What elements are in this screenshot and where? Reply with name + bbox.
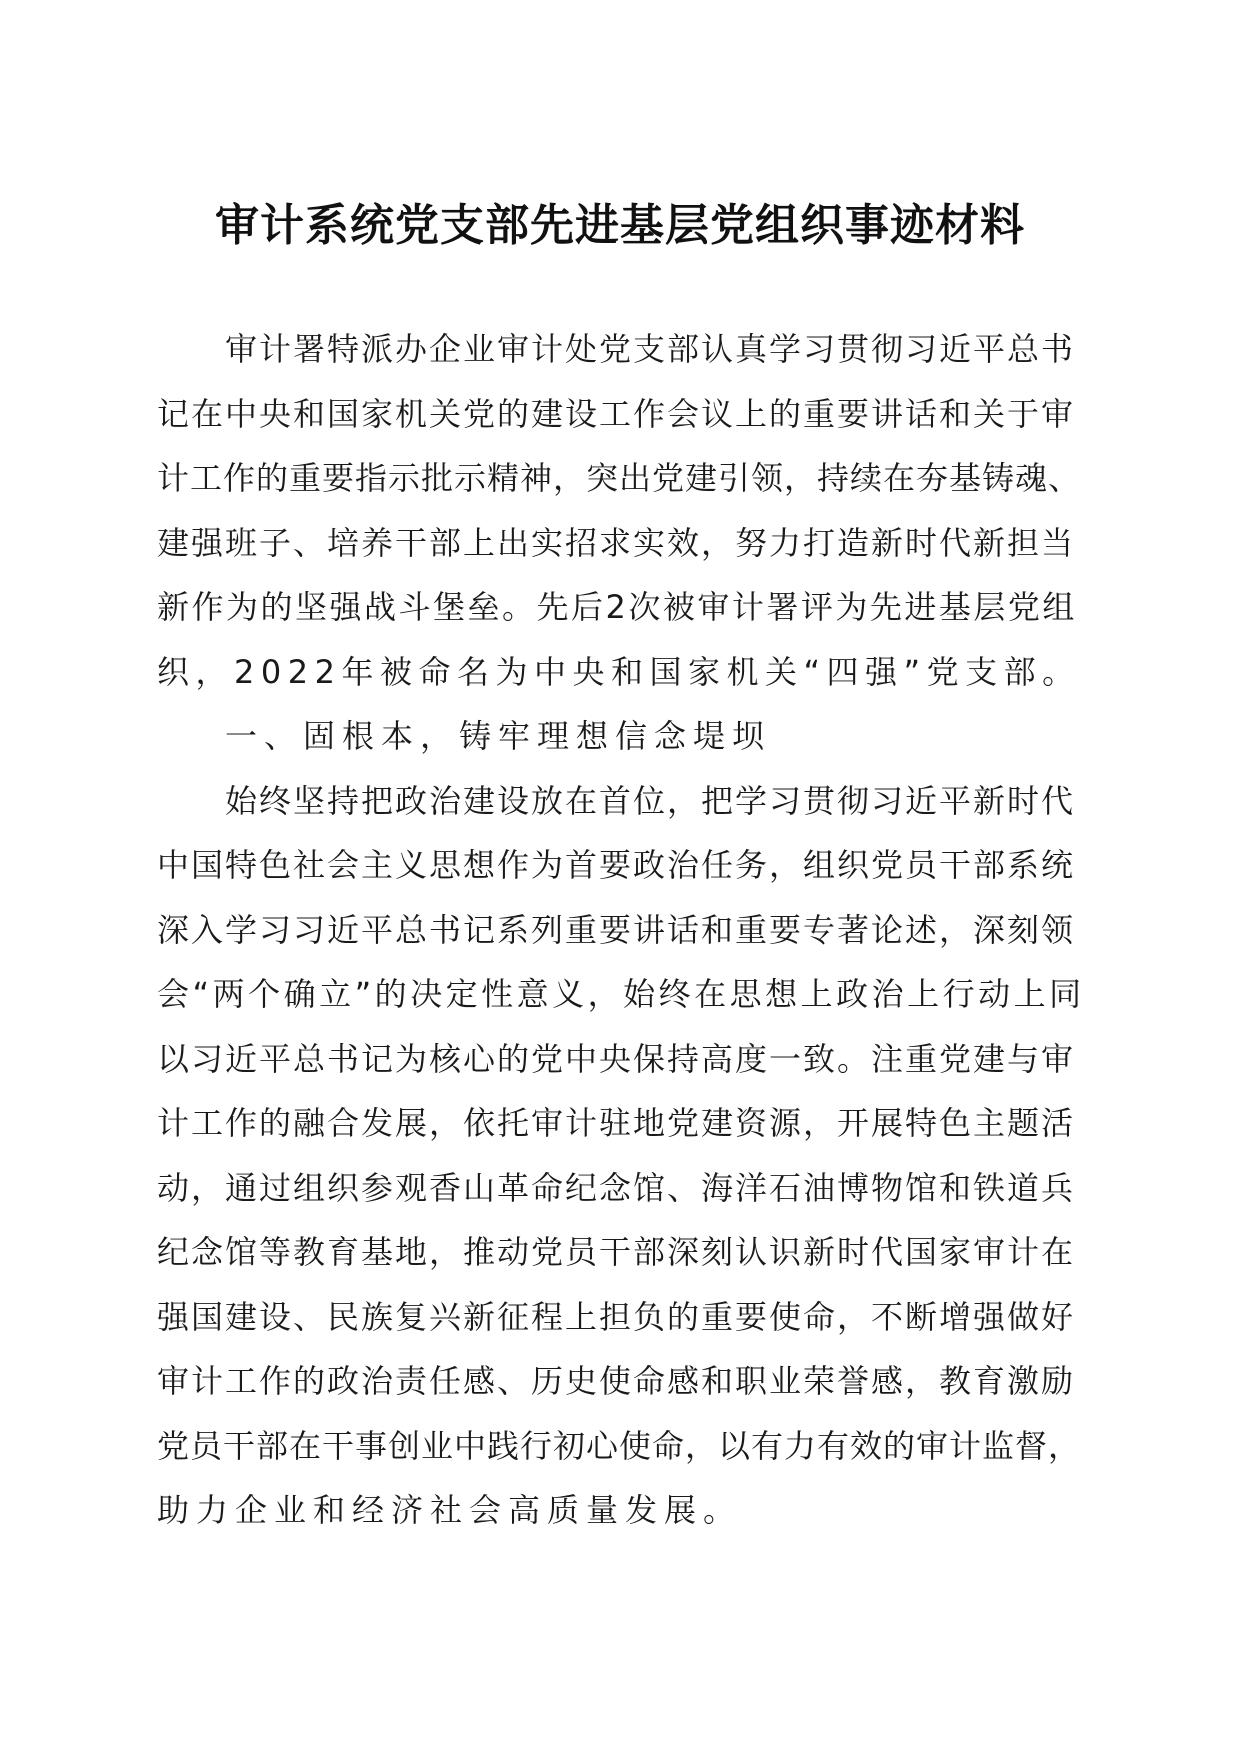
paragraph-line: 记在中央和国家机关党的建设工作会议上的重要讲话和关于审 (157, 394, 1076, 433)
section-heading: 一、固根本，铸牢理想信念堤坝 (225, 717, 772, 755)
document-body (157, 317, 1087, 1543)
paragraph-line: 动，通过组织参观香山革命纪念馆、海洋石油博物馆和铁道兵 (157, 1168, 1076, 1207)
paragraph-line: 中国特色社会主义思想作为首要政治任务，组织党员干部系统 (157, 846, 1076, 884)
paragraph-line: 党员干部在干事创业中践行初心使命，以有力有效的审计监督， (157, 1426, 1082, 1465)
paragraph-line: 助力企业和经济社会高质量发展。 (157, 1491, 743, 1529)
paragraph-line: 审计署特派办企业审计处党支部认真学习贯彻习近平总书 (225, 330, 1076, 368)
paragraph-line: 新作为的坚强战斗堡垒。先后2次被审计署评为先进基层党组 (157, 588, 1077, 626)
paragraph-line: 强国建设、民族复兴新征程上担负的重要使命，不断增强做好 (157, 1297, 1076, 1336)
paragraph-line: 审计工作的政治责任感、历史使命感和职业荣誉感，教育激励 (157, 1362, 1076, 1400)
paragraph-line: 计工作的融合发展，依托审计驻地党建资源，开展特色主题活 (157, 1104, 1076, 1142)
paragraph-line: 纪念馆等教育基地，推动党员干部深刻认识新时代国家审计在 (157, 1233, 1076, 1271)
paragraph-line: 始终坚持把政治建设放在首位，把学习贯彻习近平新时代 (225, 781, 1076, 820)
paragraph-line: 会“两个确立”的决定性意义，始终在思想上政治上行动上同 (157, 975, 1085, 1013)
paragraph-line: 以习近平总书记为核心的党中央保持高度一致。注重党建与审 (157, 1039, 1076, 1078)
paragraph-line: 织，2022年被命名为中央和国家机关“四强”党支部。 (157, 652, 1081, 691)
document-title: 审计系统党支部先进基层党组织事迹材料 (215, 200, 1025, 251)
paragraph-line: 建强班子、培养干部上出实招求实效，努力打造新时代新担当 (157, 523, 1076, 562)
paragraph-line: 深入学习习近平总书记系列重要讲话和重要专著论述，深刻领 (157, 910, 1076, 949)
paragraph-line: 计工作的重要指示批示精神，突出党建引领，持续在夯基铸魂、 (157, 459, 1082, 497)
